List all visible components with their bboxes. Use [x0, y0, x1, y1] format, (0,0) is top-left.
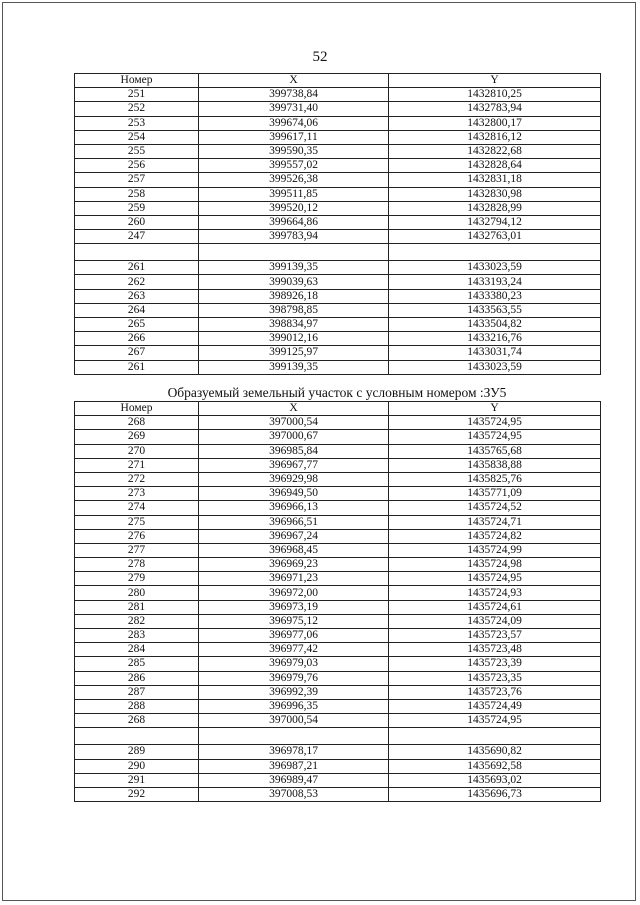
table-row — [75, 261, 601, 275]
table-row — [75, 458, 601, 472]
cell-y: 1435724,49 — [389, 699, 601, 713]
table-row — [75, 787, 601, 801]
cell-y: 1435724,95 — [389, 430, 601, 444]
table-row — [75, 714, 601, 728]
table-row — [75, 515, 601, 529]
cell-number: 288 — [75, 699, 199, 713]
cell-x: 396996,35 — [199, 699, 389, 713]
table-row — [75, 572, 601, 586]
cell-y: 1432816,12 — [389, 130, 601, 144]
cell-y: 1433023,59 — [389, 261, 601, 275]
header-x: X — [199, 74, 389, 88]
cell-y: 1432828,64 — [389, 159, 601, 173]
cell-number: 247 — [75, 230, 199, 244]
cell-number: 269 — [75, 430, 199, 444]
header-y: Y — [389, 74, 601, 88]
cell-x — [199, 728, 389, 745]
cell-x: 396966,13 — [199, 501, 389, 515]
cell-number: 273 — [75, 487, 199, 501]
table-header-row — [75, 402, 601, 416]
cell-y: 1433216,76 — [389, 332, 601, 346]
table-row — [75, 102, 601, 116]
cell-y: 1435724,93 — [389, 586, 601, 600]
cell-number: 284 — [75, 643, 199, 657]
cell-x: 396967,77 — [199, 458, 389, 472]
table-row — [75, 685, 601, 699]
cell-number: 289 — [75, 745, 199, 759]
table-row — [75, 529, 601, 543]
cell-number: 286 — [75, 671, 199, 685]
page-number: 52 — [312, 49, 328, 65]
table-row — [75, 416, 601, 430]
cell-number: 256 — [75, 159, 199, 173]
cell-number: 261 — [75, 360, 199, 374]
cell-x: 396977,42 — [199, 643, 389, 657]
table-row — [75, 629, 601, 643]
cell-number: 266 — [75, 332, 199, 346]
section-caption: Образуемый земельный участок с условным номером :ЗУ5 — [167, 385, 507, 400]
cell-x: 399738,84 — [199, 88, 389, 102]
cell-x: 399520,12 — [199, 201, 389, 215]
cell-y: 1435724,61 — [389, 600, 601, 614]
cell-x: 396977,06 — [199, 629, 389, 643]
cell-number: 263 — [75, 289, 199, 303]
cell-x: 396979,03 — [199, 657, 389, 671]
cell-y: 1435724,99 — [389, 543, 601, 557]
cell-y: 1433031,74 — [389, 346, 601, 360]
cell-y: 1433380,23 — [389, 289, 601, 303]
cell-y: 1432800,17 — [389, 116, 601, 130]
cell-number: 258 — [75, 187, 199, 201]
cell-x: 396985,84 — [199, 444, 389, 458]
table-row — [75, 600, 601, 614]
cell-number: 274 — [75, 501, 199, 515]
cell-y: 1435724,95 — [389, 714, 601, 728]
cell-x: 399557,02 — [199, 159, 389, 173]
table-row — [75, 586, 601, 600]
table-row — [75, 289, 601, 303]
cell-x: 397000,54 — [199, 416, 389, 430]
table-row — [75, 201, 601, 215]
table-row — [75, 187, 601, 201]
cell-number: 278 — [75, 558, 199, 572]
table-row — [75, 773, 601, 787]
cell-x: 396978,17 — [199, 745, 389, 759]
cell-number: 282 — [75, 614, 199, 628]
cell-x: 398926,18 — [199, 289, 389, 303]
cell-y: 1432822,68 — [389, 144, 601, 158]
table-row — [75, 487, 601, 501]
cell-number: 270 — [75, 444, 199, 458]
coordinates-table-2-body — [75, 402, 601, 802]
cell-x: 396973,19 — [199, 600, 389, 614]
cell-y — [389, 728, 601, 745]
cell-x: 399012,16 — [199, 332, 389, 346]
cell-number: 277 — [75, 543, 199, 557]
cell-x: 399674,06 — [199, 116, 389, 130]
cell-y: 1435696,73 — [389, 787, 601, 801]
cell-number: 280 — [75, 586, 199, 600]
cell-number: 291 — [75, 773, 199, 787]
table-row — [75, 614, 601, 628]
cell-x: 399664,86 — [199, 215, 389, 229]
coordinates-table-2 — [74, 401, 601, 802]
cell-y: 1435765,68 — [389, 444, 601, 458]
cell-number: 279 — [75, 572, 199, 586]
cell-y: 1432830,98 — [389, 187, 601, 201]
cell-y: 1435724,95 — [389, 572, 601, 586]
cell-y: 1432828,99 — [389, 201, 601, 215]
cell-x: 396987,21 — [199, 759, 389, 773]
cell-x: 397000,54 — [199, 714, 389, 728]
cell-x: 399526,38 — [199, 173, 389, 187]
table-row — [75, 318, 601, 332]
cell-y: 1432831,18 — [389, 173, 601, 187]
cell-number: 251 — [75, 88, 199, 102]
cell-number: 271 — [75, 458, 199, 472]
table-row — [75, 543, 601, 557]
table-row — [75, 116, 601, 130]
cell-number: 253 — [75, 116, 199, 130]
cell-number: 255 — [75, 144, 199, 158]
table-row — [75, 444, 601, 458]
cell-x: 396966,51 — [199, 515, 389, 529]
cell-x: 399783,94 — [199, 230, 389, 244]
table-row — [75, 558, 601, 572]
cell-number: 252 — [75, 102, 199, 116]
cell-number: 267 — [75, 346, 199, 360]
table-row — [75, 430, 601, 444]
table-row — [75, 332, 601, 346]
header-y: Y — [389, 402, 601, 416]
cell-number: 276 — [75, 529, 199, 543]
cell-x: 397008,53 — [199, 787, 389, 801]
cell-y: 1435724,09 — [389, 614, 601, 628]
cell-number: 261 — [75, 261, 199, 275]
cell-number: 264 — [75, 303, 199, 317]
cell-number: 259 — [75, 201, 199, 215]
cell-number: 268 — [75, 714, 199, 728]
table-row — [75, 745, 601, 759]
table-row — [75, 360, 601, 374]
cell-y: 1435724,52 — [389, 501, 601, 515]
cell-number — [75, 244, 199, 261]
cell-number: 265 — [75, 318, 199, 332]
cell-y: 1433023,59 — [389, 360, 601, 374]
cell-y: 1435723,76 — [389, 685, 601, 699]
cell-y: 1433193,24 — [389, 275, 601, 289]
table-row — [75, 671, 601, 685]
table-row — [75, 699, 601, 713]
cell-y: 1435724,82 — [389, 529, 601, 543]
cell-y: 1432763,01 — [389, 230, 601, 244]
cell-y: 1435838,88 — [389, 458, 601, 472]
cell-x: 399617,11 — [199, 130, 389, 144]
cell-number: 281 — [75, 600, 199, 614]
cell-x: 396975,12 — [199, 614, 389, 628]
cell-x — [199, 244, 389, 261]
table-row — [75, 643, 601, 657]
cell-number: 262 — [75, 275, 199, 289]
cell-x: 397000,67 — [199, 430, 389, 444]
cell-x: 399590,35 — [199, 144, 389, 158]
cell-y: 1435723,48 — [389, 643, 601, 657]
cell-number: 257 — [75, 173, 199, 187]
cell-number: 272 — [75, 472, 199, 486]
table-row — [75, 728, 601, 745]
cell-x: 396929,98 — [199, 472, 389, 486]
cell-y: 1435724,95 — [389, 416, 601, 430]
cell-x: 396967,24 — [199, 529, 389, 543]
cell-y: 1435692,58 — [389, 759, 601, 773]
cell-number: 275 — [75, 515, 199, 529]
table-header-row — [75, 74, 601, 88]
cell-x: 399125,97 — [199, 346, 389, 360]
table-row — [75, 215, 601, 229]
cell-number: 292 — [75, 787, 199, 801]
table-row — [75, 244, 601, 261]
cell-y: 1435723,35 — [389, 671, 601, 685]
cell-x: 396968,45 — [199, 543, 389, 557]
coordinates-table-1 — [74, 73, 601, 375]
coordinates-table-1-body — [75, 74, 601, 375]
table-row — [75, 346, 601, 360]
cell-y: 1435771,09 — [389, 487, 601, 501]
cell-y: 1432794,12 — [389, 215, 601, 229]
cell-y: 1435693,02 — [389, 773, 601, 787]
table-row — [75, 275, 601, 289]
cell-number: 285 — [75, 657, 199, 671]
cell-y: 1435724,98 — [389, 558, 601, 572]
table-row — [75, 472, 601, 486]
table-row — [75, 159, 601, 173]
cell-x: 396992,39 — [199, 685, 389, 699]
cell-y: 1433504,82 — [389, 318, 601, 332]
table-row — [75, 130, 601, 144]
cell-number — [75, 728, 199, 745]
cell-x: 396969,23 — [199, 558, 389, 572]
cell-y: 1435723,57 — [389, 629, 601, 643]
cell-x: 399731,40 — [199, 102, 389, 116]
cell-y — [389, 244, 601, 261]
table-row — [75, 501, 601, 515]
header-number: Номер — [75, 74, 199, 88]
header-x: X — [199, 402, 389, 416]
cell-x: 396979,76 — [199, 671, 389, 685]
cell-x: 398834,97 — [199, 318, 389, 332]
cell-y: 1433563,55 — [389, 303, 601, 317]
cell-x: 399511,85 — [199, 187, 389, 201]
cell-x: 396972,00 — [199, 586, 389, 600]
cell-x: 399139,35 — [199, 360, 389, 374]
table-row — [75, 759, 601, 773]
cell-y: 1432810,25 — [389, 88, 601, 102]
cell-x: 396989,47 — [199, 773, 389, 787]
cell-x: 399139,35 — [199, 261, 389, 275]
table-row — [75, 230, 601, 244]
cell-x: 399039,63 — [199, 275, 389, 289]
cell-number: 283 — [75, 629, 199, 643]
cell-y: 1435825,76 — [389, 472, 601, 486]
table-row — [75, 144, 601, 158]
cell-number: 287 — [75, 685, 199, 699]
cell-x: 398798,85 — [199, 303, 389, 317]
cell-y: 1435723,39 — [389, 657, 601, 671]
cell-y: 1435724,71 — [389, 515, 601, 529]
cell-x: 396949,50 — [199, 487, 389, 501]
table-row — [75, 88, 601, 102]
cell-number: 290 — [75, 759, 199, 773]
cell-y: 1432783,94 — [389, 102, 601, 116]
cell-number: 268 — [75, 416, 199, 430]
table-row — [75, 657, 601, 671]
cell-y: 1435690,82 — [389, 745, 601, 759]
table-row — [75, 173, 601, 187]
cell-number: 260 — [75, 215, 199, 229]
cell-number: 254 — [75, 130, 199, 144]
cell-x: 396971,23 — [199, 572, 389, 586]
table-row — [75, 303, 601, 317]
header-number: Номер — [75, 402, 199, 416]
